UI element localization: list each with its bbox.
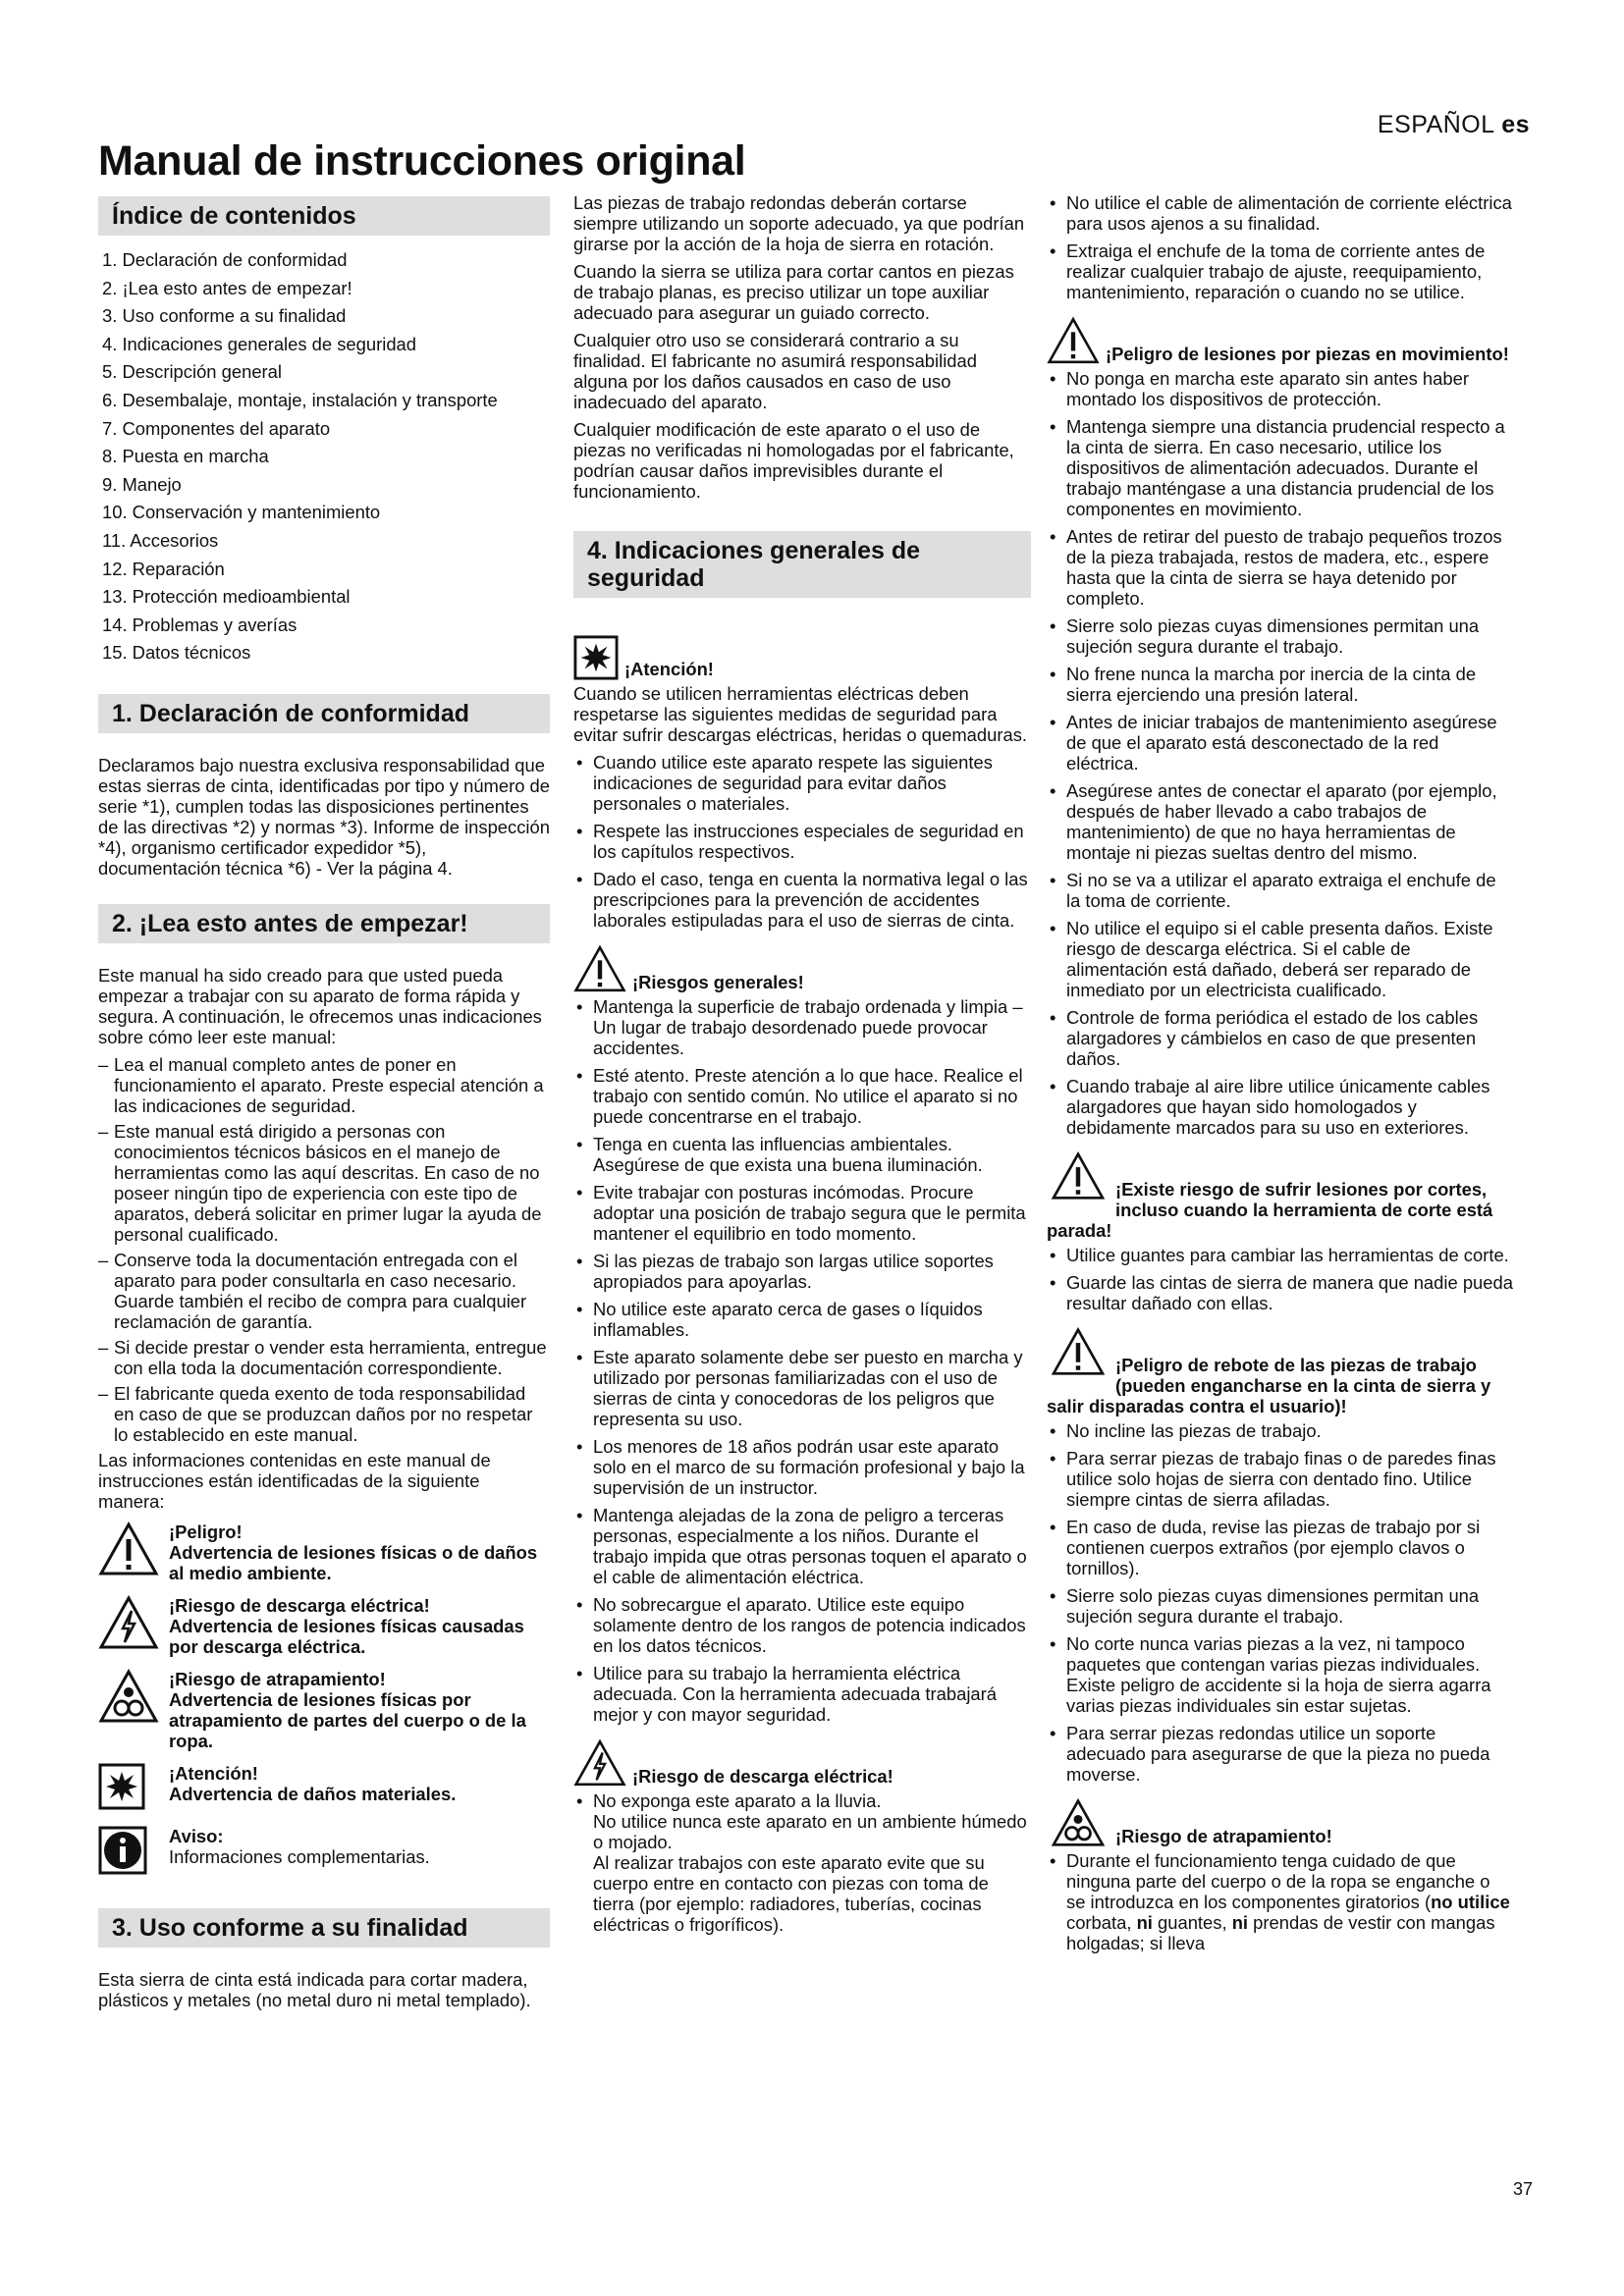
list-item: • Antes de retirar del puesto de trabajo pequeños trozos de la pieza trabajada, restos de madera, etc., espere hasta que la cinta de sierra se haya detenido por completo. (1047, 526, 1513, 609)
entanglement-hazard-icon (98, 1669, 169, 1751)
list-item: • En caso de duda, revise las piezas de trabajo por si contienen cuerpos extraños (por ejemplo clavos o tornillos). (1047, 1517, 1513, 1578)
language-label: ESPAÑOL es (1377, 111, 1530, 138)
list-item: • No frene nunca la marcha por inercia de la cinta de sierra ejerciendo una presión lateral. (1047, 664, 1513, 705)
section-2-intro: Este manual ha sido creado para que usted pueda empezar a trabajar con su aparato de forma rápida y segura. A continuación, le ofrecemos unas indicaciones sobre cómo leer este manual: (98, 965, 542, 1048)
list-item: • No utilice el cable de alimentación de corriente eléctrica para usos ajenos a su finalidad. (1047, 192, 1513, 234)
list-item: • Mantenga siempre una distancia prudencial respecto a la cinta de sierra. En caso necesario, utilice los dispositivos de alimentación adecuados. Durante el trabajo manténgase a una distancia prudencial de los componentes en movimiento. (1047, 416, 1513, 519)
list-item: • No utilice el equipo si el cable presenta daños. Existe riesgo de descarga eléctrica. Si el cable de alimentación está dañado, deberá ser reparado de inmediato por un electricista cualificado. (1047, 918, 1513, 1000)
moving-parts-list (1047, 368, 1513, 1138)
list-item: • Asegúrese antes de conectar el aparato (por ejemplo, después de haber llevado a cabo trabajos de mantenimiento) de que no haya herramientas de montaje ni piezas sueltas dentro del mismo. (1047, 780, 1513, 863)
warning-triangle-icon (1047, 1151, 1110, 1201)
legend-title: ¡Riesgo de atrapamiento! (169, 1669, 386, 1690)
section-1-text: Declaramos bajo nuestra exclusiva responsabilidad que estas sierras de cinta, identificadas por tipo y número de serie *1), cumplen todas las disposiciones pertinentes de las directivas *2) y normas *3). Informe de inspección *4), organismo certificador expedidor *5), documentación técnica *6) - Ver la página 4. (98, 755, 551, 880)
attention-text: Cuando se utilicen herramientas eléctricas deben respetarse las siguientes medidas de seguridad para evitar sufrir descargas eléctricas, heridas o quemaduras. (573, 683, 1028, 745)
legend-title: ¡Peligro! (169, 1522, 243, 1543)
list-item: • Para serrar piezas de trabajo finas o de paredes finas utilice solo hojas de sierra con dentado fino. Utilice siempre cintas de sierra afiladas. (1047, 1448, 1513, 1510)
list-item: • Respete las instrucciones especiales de seguridad en los capítulos respectivos. (573, 821, 1031, 862)
toc-item[interactable]: 14. Problemas y averías (102, 614, 298, 635)
list-item: • No exponga este aparato a la lluvia. No utilice nunca este aparato en un ambiente húmedo o mojado. Al realizar trabajos con este aparato evite que su cuerpo entre en contacto con piezas con toma de tierra (por ejemplo: radiadores, tuberías, cocinas eléctricas o frigoríficos). (573, 1790, 1031, 1935)
cut-risk-title: ¡Existe riesgo de sufrir lesiones por cortes, incluso cuando la herramienta de corte está parada! (1047, 1179, 1493, 1241)
section-3-heading: 3. Uso conforme a su finalidad (98, 1908, 550, 1948)
list-item: • Antes de iniciar trabajos de mantenimiento asegúrese de que el aparato está desconectado de la red eléctrica. (1047, 712, 1513, 774)
toc-item[interactable]: 9. Manejo (102, 473, 182, 495)
attention-title: ¡Atención! (624, 659, 714, 679)
toc-item[interactable]: 10. Conservación y mantenimiento (102, 502, 381, 523)
section-2-list (98, 1054, 550, 1445)
list-item: – Este manual está dirigido a personas con conocimientos técnicos básicos en el manejo de herramientas como las aquí descritas. En caso de no poseer ningún tipo de experiencia con este tipo de aparatos, deberá solicitar en primer lugar la ayuda de personal cualificado. (98, 1121, 550, 1245)
kickback-risk-block (1047, 1327, 1513, 1416)
list-item: • No utilice este aparato cerca de gases o líquidos inflamables. (573, 1299, 1031, 1340)
list-item: • Durante el funcionamiento tenga cuidado de que ninguna parte del cuerpo o de la ropa se enganche o se introduzca en los componentes giratorios (no utilice corbata, ni guantes, ni prendas de vestir con mangas holgadas; si lleva (1047, 1850, 1513, 1953)
list-item: • No ponga en marcha este aparato sin antes haber montado los dispositivos de protección. (1047, 368, 1513, 409)
page-number: 37 (1512, 2179, 1533, 2199)
list-item: • Cuando utilice este aparato respete las siguientes indicaciones de seguridad para evitar daños personales o materiales. (573, 752, 1031, 814)
entanglement-risk-list (1047, 1850, 1513, 1953)
warning-triangle-icon (1047, 316, 1100, 365)
list-item: • Mantenga la superficie de trabajo ordenada y limpia – Un lugar de trabajo desordenado puede provocar accidentes. (573, 996, 1031, 1058)
moving-parts-title: ¡Peligro de lesiones por piezas en movimiento! (1106, 344, 1509, 364)
list-item: • Evite trabajar con posturas incómodas. Procure adoptar una posición de trabajo segura que le permita mantener el equilibrio en todo momento. (573, 1182, 1031, 1244)
attention-burst-icon (573, 635, 619, 680)
toc-item[interactable]: 8. Puesta en marcha (102, 446, 269, 467)
list-item: • Si no se va a utilizar el aparato extraiga el enchufe de la toma de corriente. (1047, 870, 1513, 911)
electric-risk-block (573, 1738, 1031, 1787)
legend-title: ¡Atención! (169, 1763, 258, 1785)
kickback-risk-list (1047, 1420, 1513, 1785)
toc-item[interactable]: 11. Accesorios (102, 529, 219, 551)
list-item: • Sierre solo piezas cuyas dimensiones permitan una sujeción segura durante el trabajo. (1047, 615, 1513, 657)
section-3-text: Cualquier modificación de este aparato o el uso de piezas no verificadas ni homologadas por el fabricante, podrían causar daños imprevisibles durante el funcionamiento. (573, 419, 1014, 502)
section-3-text: Cuando la sierra se utiliza para cortar cantos en piezas de trabajo planas, es preciso utilizar un tope auxiliar adecuado para asegurar un guiado correcto. (573, 261, 1014, 323)
warning-triangle-icon (98, 1522, 169, 1583)
legend-title: ¡Riesgo de descarga eléctrica! (169, 1595, 430, 1617)
electric-hazard-icon (573, 1738, 626, 1788)
list-item: • No corte nunca varias piezas a la vez, ni tampoco paquetes que contengan varias piezas individuales. Existe peligro de accidente si la hoja de sierra agarra varias piezas individuales sin estar sujetas. (1047, 1633, 1513, 1716)
toc-list (98, 249, 550, 663)
list-item: • No sobrecargue el aparato. Utilice este equipo solamente dentro de los rangos de potencia indicados en los datos técnicos. (573, 1594, 1031, 1656)
cut-risk-list (1047, 1245, 1513, 1313)
electric-risk-list-continued (1047, 192, 1513, 302)
list-item: • Si las piezas de trabajo son largas utilice soportes apropiados para apoyarlas. (573, 1251, 1031, 1292)
cut-risk-block (1047, 1151, 1513, 1241)
electric-hazard-icon (98, 1595, 169, 1657)
toc-item[interactable]: 12. Reparación (102, 558, 225, 579)
attention-block (573, 635, 1031, 679)
legend-row (98, 1595, 550, 1657)
legend-row (98, 1763, 550, 1814)
electric-risk-list (573, 1790, 1031, 1935)
list-item: • Para serrar piezas redondas utilice un soporte adecuado para asegurarse de que la pieza no pueda moverse. (1047, 1723, 1513, 1785)
toc-item[interactable]: 13. Protección medioambiental (102, 586, 351, 608)
general-risk-block (573, 944, 1031, 992)
toc-item[interactable]: 4. Indicaciones generales de seguridad (102, 333, 417, 354)
general-risk-title: ¡Riesgos generales! (632, 972, 804, 992)
legend-row (98, 1826, 550, 1879)
legend-desc: Informaciones complementarias. (169, 1846, 430, 1868)
section-3-text: Esta sierra de cinta está indicada para cortar madera, plásticos y metales (no metal duro ni metal templado). (98, 1969, 531, 2011)
warning-triangle-icon (573, 944, 626, 993)
section-1-heading: 1. Declaración de conformidad (98, 694, 550, 733)
list-item: • No incline las piezas de trabajo. (1047, 1420, 1513, 1441)
list-item: – Conserve toda la documentación entregada con el aparato para poder consultarla en caso necesario. Guarde también el recibo de compra para cualquier reclamación de garantía. (98, 1250, 550, 1332)
legend-desc: Advertencia de lesiones físicas causadas por descarga eléctrica. (169, 1616, 524, 1658)
toc-item[interactable]: 6. Desembalaje, montaje, instalación y transporte (102, 389, 498, 410)
list-item: • Esté atento. Preste atención a lo que hace. Realice el trabajo con sentido común. No utilice el aparato si no puede concentrarse en el trabajo. (573, 1065, 1031, 1127)
legend-row (98, 1522, 550, 1583)
list-item: • Utilice guantes para cambiar las herramientas de corte. (1047, 1245, 1513, 1265)
electric-risk-title: ¡Riesgo de descarga eléctrica! (632, 1766, 893, 1787)
toc-item[interactable]: 1. Declaración de conformidad (102, 249, 348, 270)
legend-title: Aviso: (169, 1826, 224, 1847)
info-icon (98, 1826, 169, 1879)
section-3-text: Cualquier otro uso se considerará contrario a su finalidad. El fabricante no asumirá responsabilidad alguna por los daños causados en caso de uso inadecuado del aparato. (573, 330, 977, 412)
attention-burst-icon (98, 1763, 169, 1814)
list-item: • Utilice para su trabajo la herramienta eléctrica adecuada. Con la herramienta adecuada trabajará mejor y con mayor seguridad. (573, 1663, 1031, 1725)
legend-desc: Advertencia de lesiones físicas o de daños al medio ambiente. (169, 1542, 538, 1584)
toc-item[interactable]: 15. Datos técnicos (102, 642, 251, 664)
list-item: – Lea el manual completo antes de poner en funcionamiento el aparato. Preste especial atención a las indicaciones de seguridad. (98, 1054, 550, 1116)
list-item: • Guarde las cintas de sierra de manera que nadie pueda resultar dañado con ellas. (1047, 1272, 1513, 1313)
section-4-heading: 4. Indicaciones generales de seguridad (573, 531, 1031, 598)
list-item: • Los menores de 18 años podrán usar este aparato solo en el marco de su formación profesional y bajo la supervisión de un instructor. (573, 1436, 1031, 1498)
column-3 (1047, 192, 1513, 1960)
legend-desc: Advertencia de lesiones físicas por atrapamiento de partes del cuerpo o de la ropa. (169, 1689, 526, 1752)
section-2-heading: 2. ¡Lea esto antes de empezar! (98, 904, 550, 943)
toc-item[interactable]: 2. ¡Lea esto antes de empezar! (102, 277, 352, 298)
moving-parts-block (1047, 316, 1513, 364)
page-title: Manual de instrucciones original (98, 137, 746, 185)
list-item: • Cuando trabaje al aire libre utilice únicamente cables alargadores que hayan sido homologados y debidamente marcados para su uso en exteriores. (1047, 1076, 1513, 1138)
toc-heading: Índice de contenidos (98, 196, 550, 236)
list-item: • Dado el caso, tenga en cuenta la normativa legal o las prescripciones para la prevención de accidentes laborales estipuladas para el uso de sierras de cinta. (573, 869, 1031, 931)
toc-item[interactable]: 3. Uso conforme a su finalidad (102, 305, 347, 327)
legend-row (98, 1669, 550, 1751)
warning-triangle-icon (1047, 1327, 1110, 1376)
toc-item[interactable]: 7. Componentes del aparato (102, 417, 331, 439)
legend-desc: Advertencia de daños materiales. (169, 1784, 457, 1805)
list-item: • Controle de forma periódica el estado de los cables alargadores y cámbielos en caso de que presenten daños. (1047, 1007, 1513, 1069)
entanglement-risk-block (1047, 1798, 1513, 1846)
section-2-outro: Las informaciones contenidas en este manual de instrucciones están identificadas de la siguiente manera: (98, 1450, 491, 1513)
list-item: • Mantenga alejadas de la zona de peligro a terceras personas, especialmente a los niños. Durante el trabajo impida que otras personas toquen el aparato o el cable de alimentación eléctrica. (573, 1505, 1031, 1587)
toc-item[interactable]: 5. Descripción general (102, 361, 282, 383)
list-item: • Sierre solo piezas cuyas dimensiones permitan una sujeción segura durante el trabajo. (1047, 1585, 1513, 1627)
entanglement-risk-title: ¡Riesgo de atrapamiento! (1115, 1826, 1332, 1846)
kickback-risk-title: ¡Peligro de rebote de las piezas de trabajo (pueden engancharse en la cinta de sierra y salir disparadas contra el usuario)! (1047, 1355, 1491, 1416)
list-item: • Este aparato solamente debe ser puesto en marcha y utilizado por personas familiarizadas con el uso de sierras de cinta y conocedoras de los peligros que representa su uso. (573, 1347, 1031, 1429)
general-risk-list (573, 996, 1031, 1725)
attention-list (573, 752, 1031, 931)
list-item: – Si decide prestar o vender esta herramienta, entregue con ella toda la documentación correspondiente. (98, 1337, 550, 1378)
column-1 (98, 192, 550, 2017)
section-3-text: Las piezas de trabajo redondas deberán cortarse siempre utilizando un soporte adecuado, ya que podrían girarse por la acción de la hoja de sierra en rotación. (573, 192, 1025, 254)
list-item: – El fabricante queda exento de toda responsabilidad en caso de que se produzcan daños por no respetar lo establecido en este manual. (98, 1383, 550, 1445)
list-item: • Tenga en cuenta las influencias ambientales. Asegúrese de que exista una buena iluminación. (573, 1134, 1031, 1175)
list-item: • Extraiga el enchufe de la toma de corriente antes de realizar cualquier trabajo de ajuste, reequipamiento, mantenimiento, reparación o cuando no se utilice. (1047, 240, 1513, 302)
entanglement-hazard-icon (1047, 1798, 1110, 1847)
column-2 (573, 192, 1031, 1942)
